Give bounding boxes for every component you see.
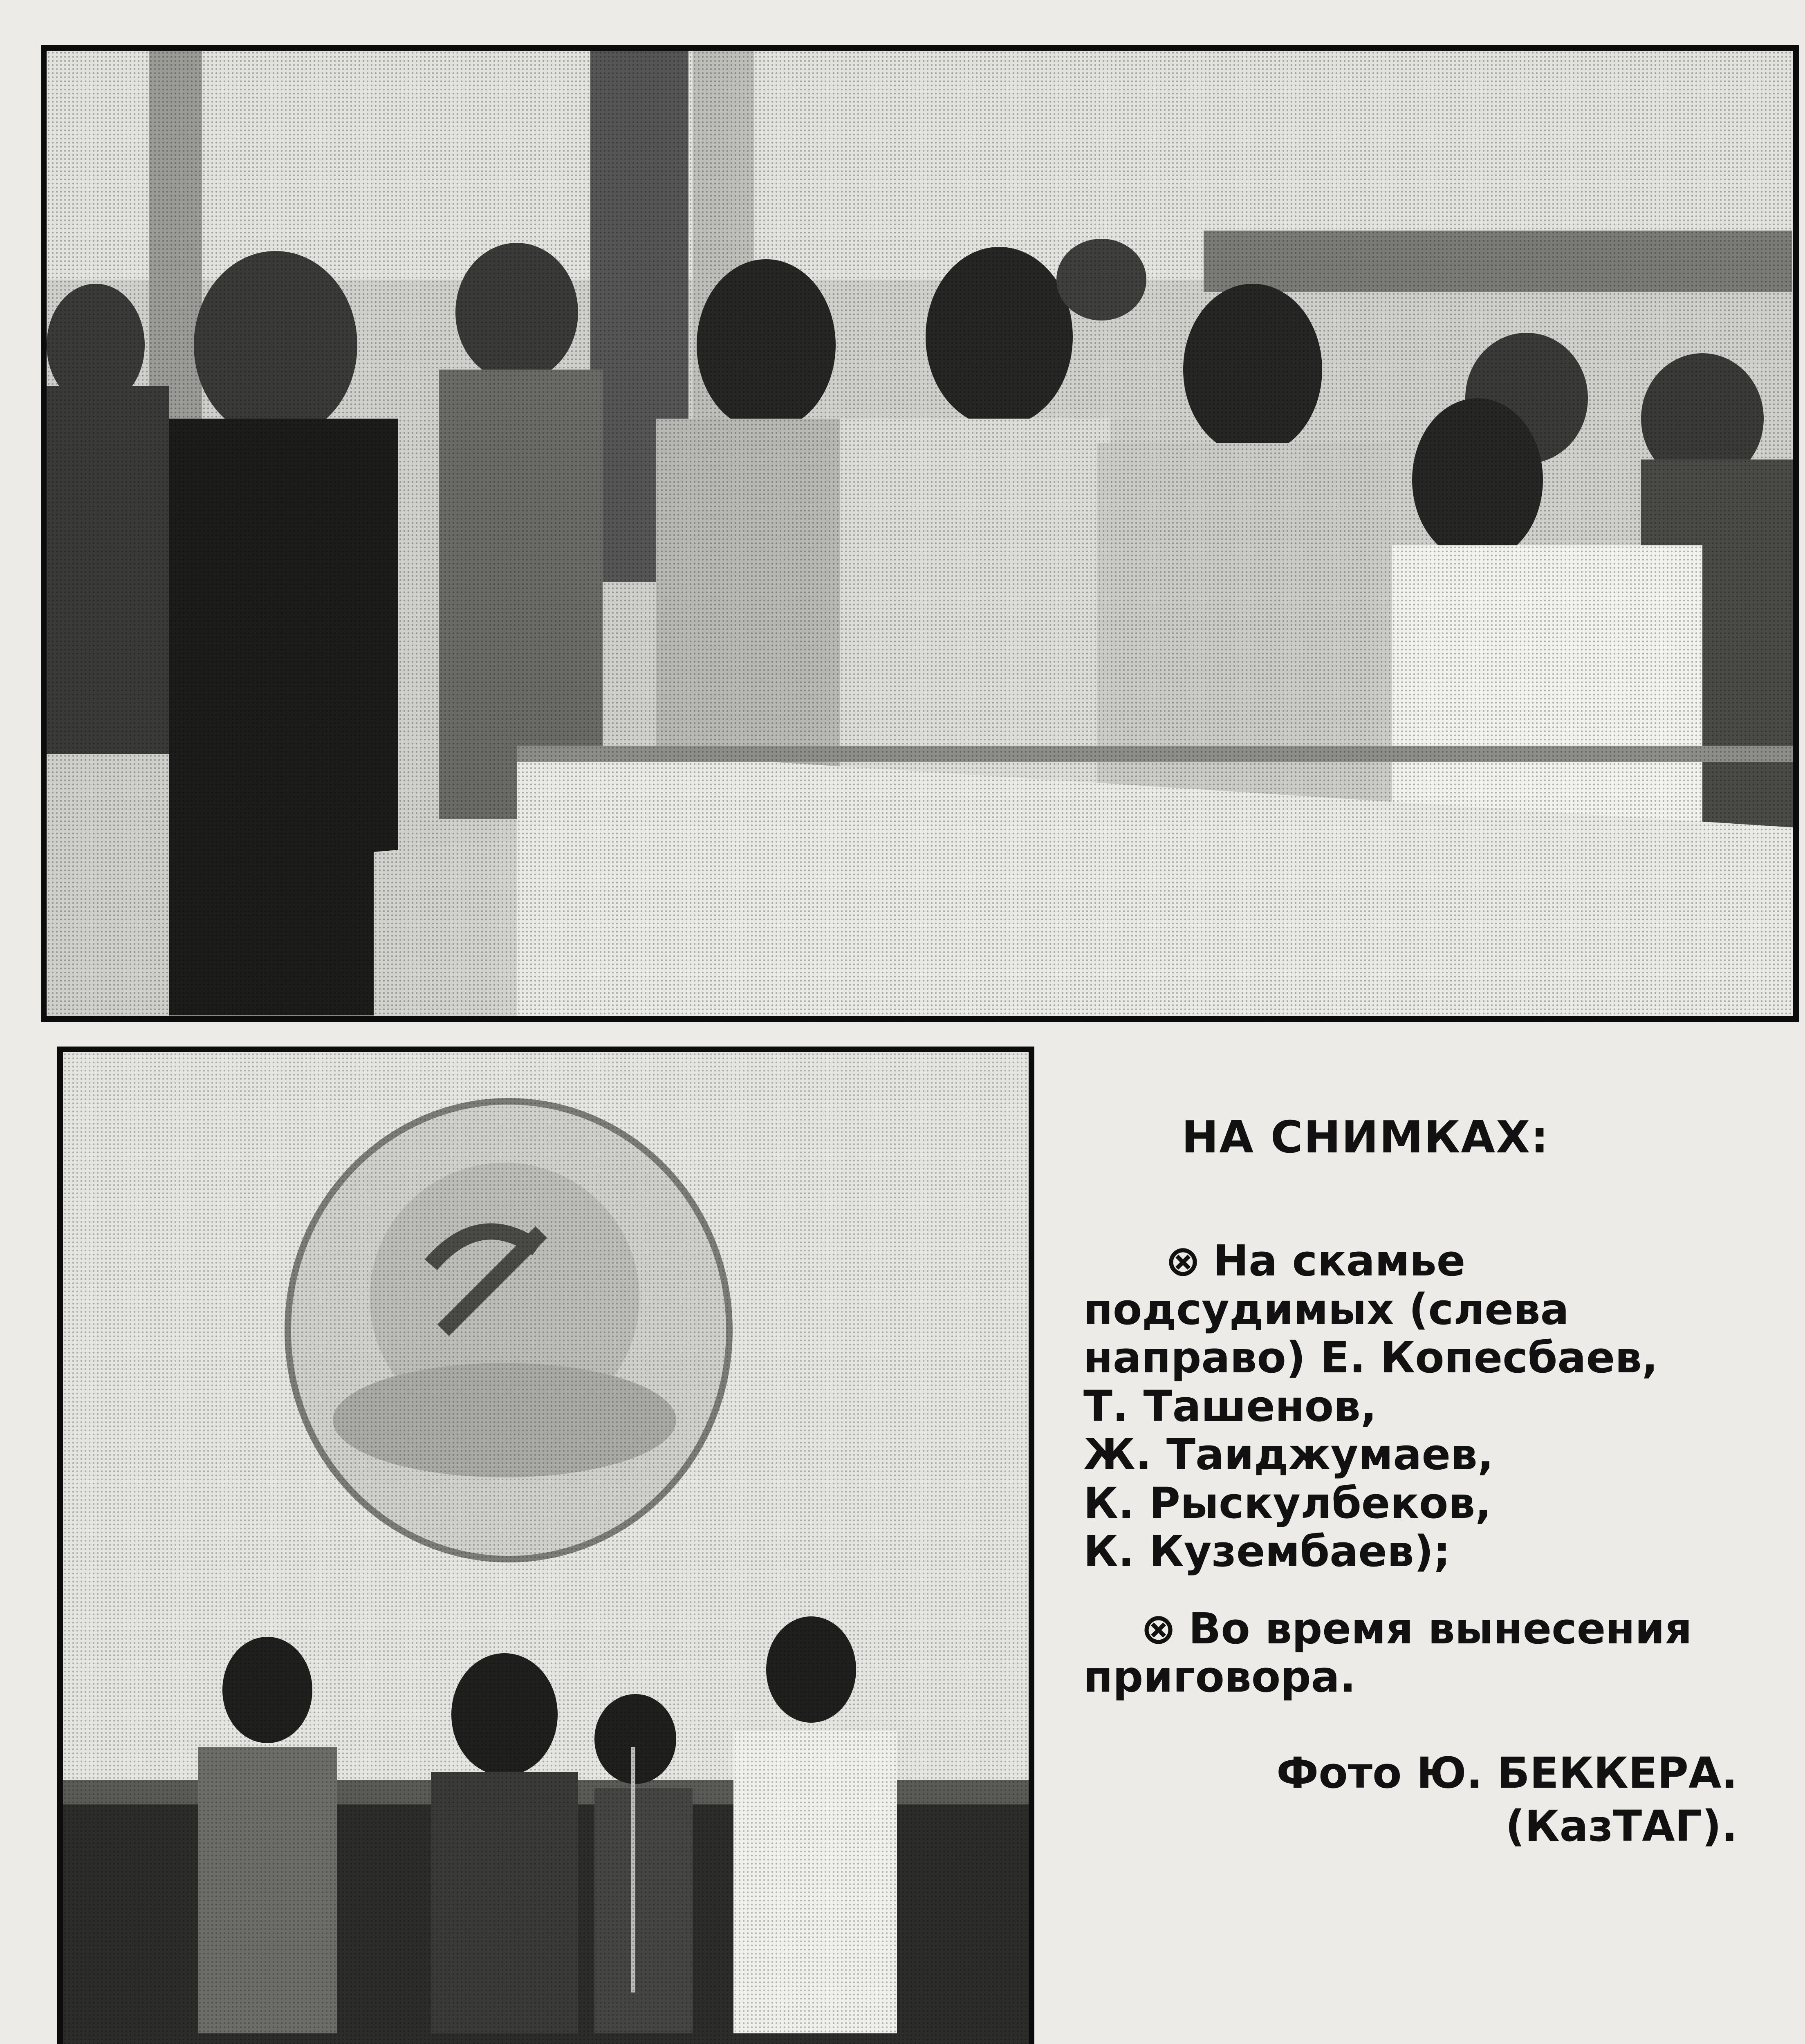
defendants-photo-image [47, 51, 1793, 1016]
caption-item-defendants [1083, 1237, 1803, 1576]
caption-item2-line: приговора. [1083, 1652, 1356, 1702]
caption-heading: НА СНИМКАХ: [1182, 1112, 1549, 1163]
photo-credit-agency: (КазТАГ). [1505, 1801, 1738, 1851]
verdict-announcement-photo [57, 1047, 1034, 2044]
caption-item-verdict [1083, 1605, 1803, 1701]
circled-x-icon: ⊗ [1165, 1236, 1201, 1286]
caption-item1-line: направо) Е. Копесбаев, [1083, 1333, 1658, 1383]
photo-credit-author: Фото Ю. БЕККЕРА. [1276, 1748, 1738, 1798]
caption-item1-line: К. Кузембаев); [1083, 1526, 1451, 1577]
photo-caption [1083, 1112, 1803, 1853]
courtroom-bench-photo [41, 45, 1799, 1022]
circled-x-icon: ⊗ [1141, 1603, 1177, 1654]
caption-item1-line: Ж. Таиджумаев, [1083, 1430, 1494, 1480]
caption-item1-line: Т. Ташенов, [1083, 1381, 1377, 1431]
caption-item1-line: К. Рыскулбеков, [1083, 1478, 1491, 1528]
caption-item1-line: подсудимых (слева [1083, 1284, 1569, 1334]
caption-item2-line: Во время вынесения [1188, 1603, 1692, 1654]
caption-item1-line: На скамье [1213, 1236, 1466, 1286]
photo-credit [1083, 1746, 1803, 1853]
verdict-photo-image [63, 1052, 1029, 2044]
